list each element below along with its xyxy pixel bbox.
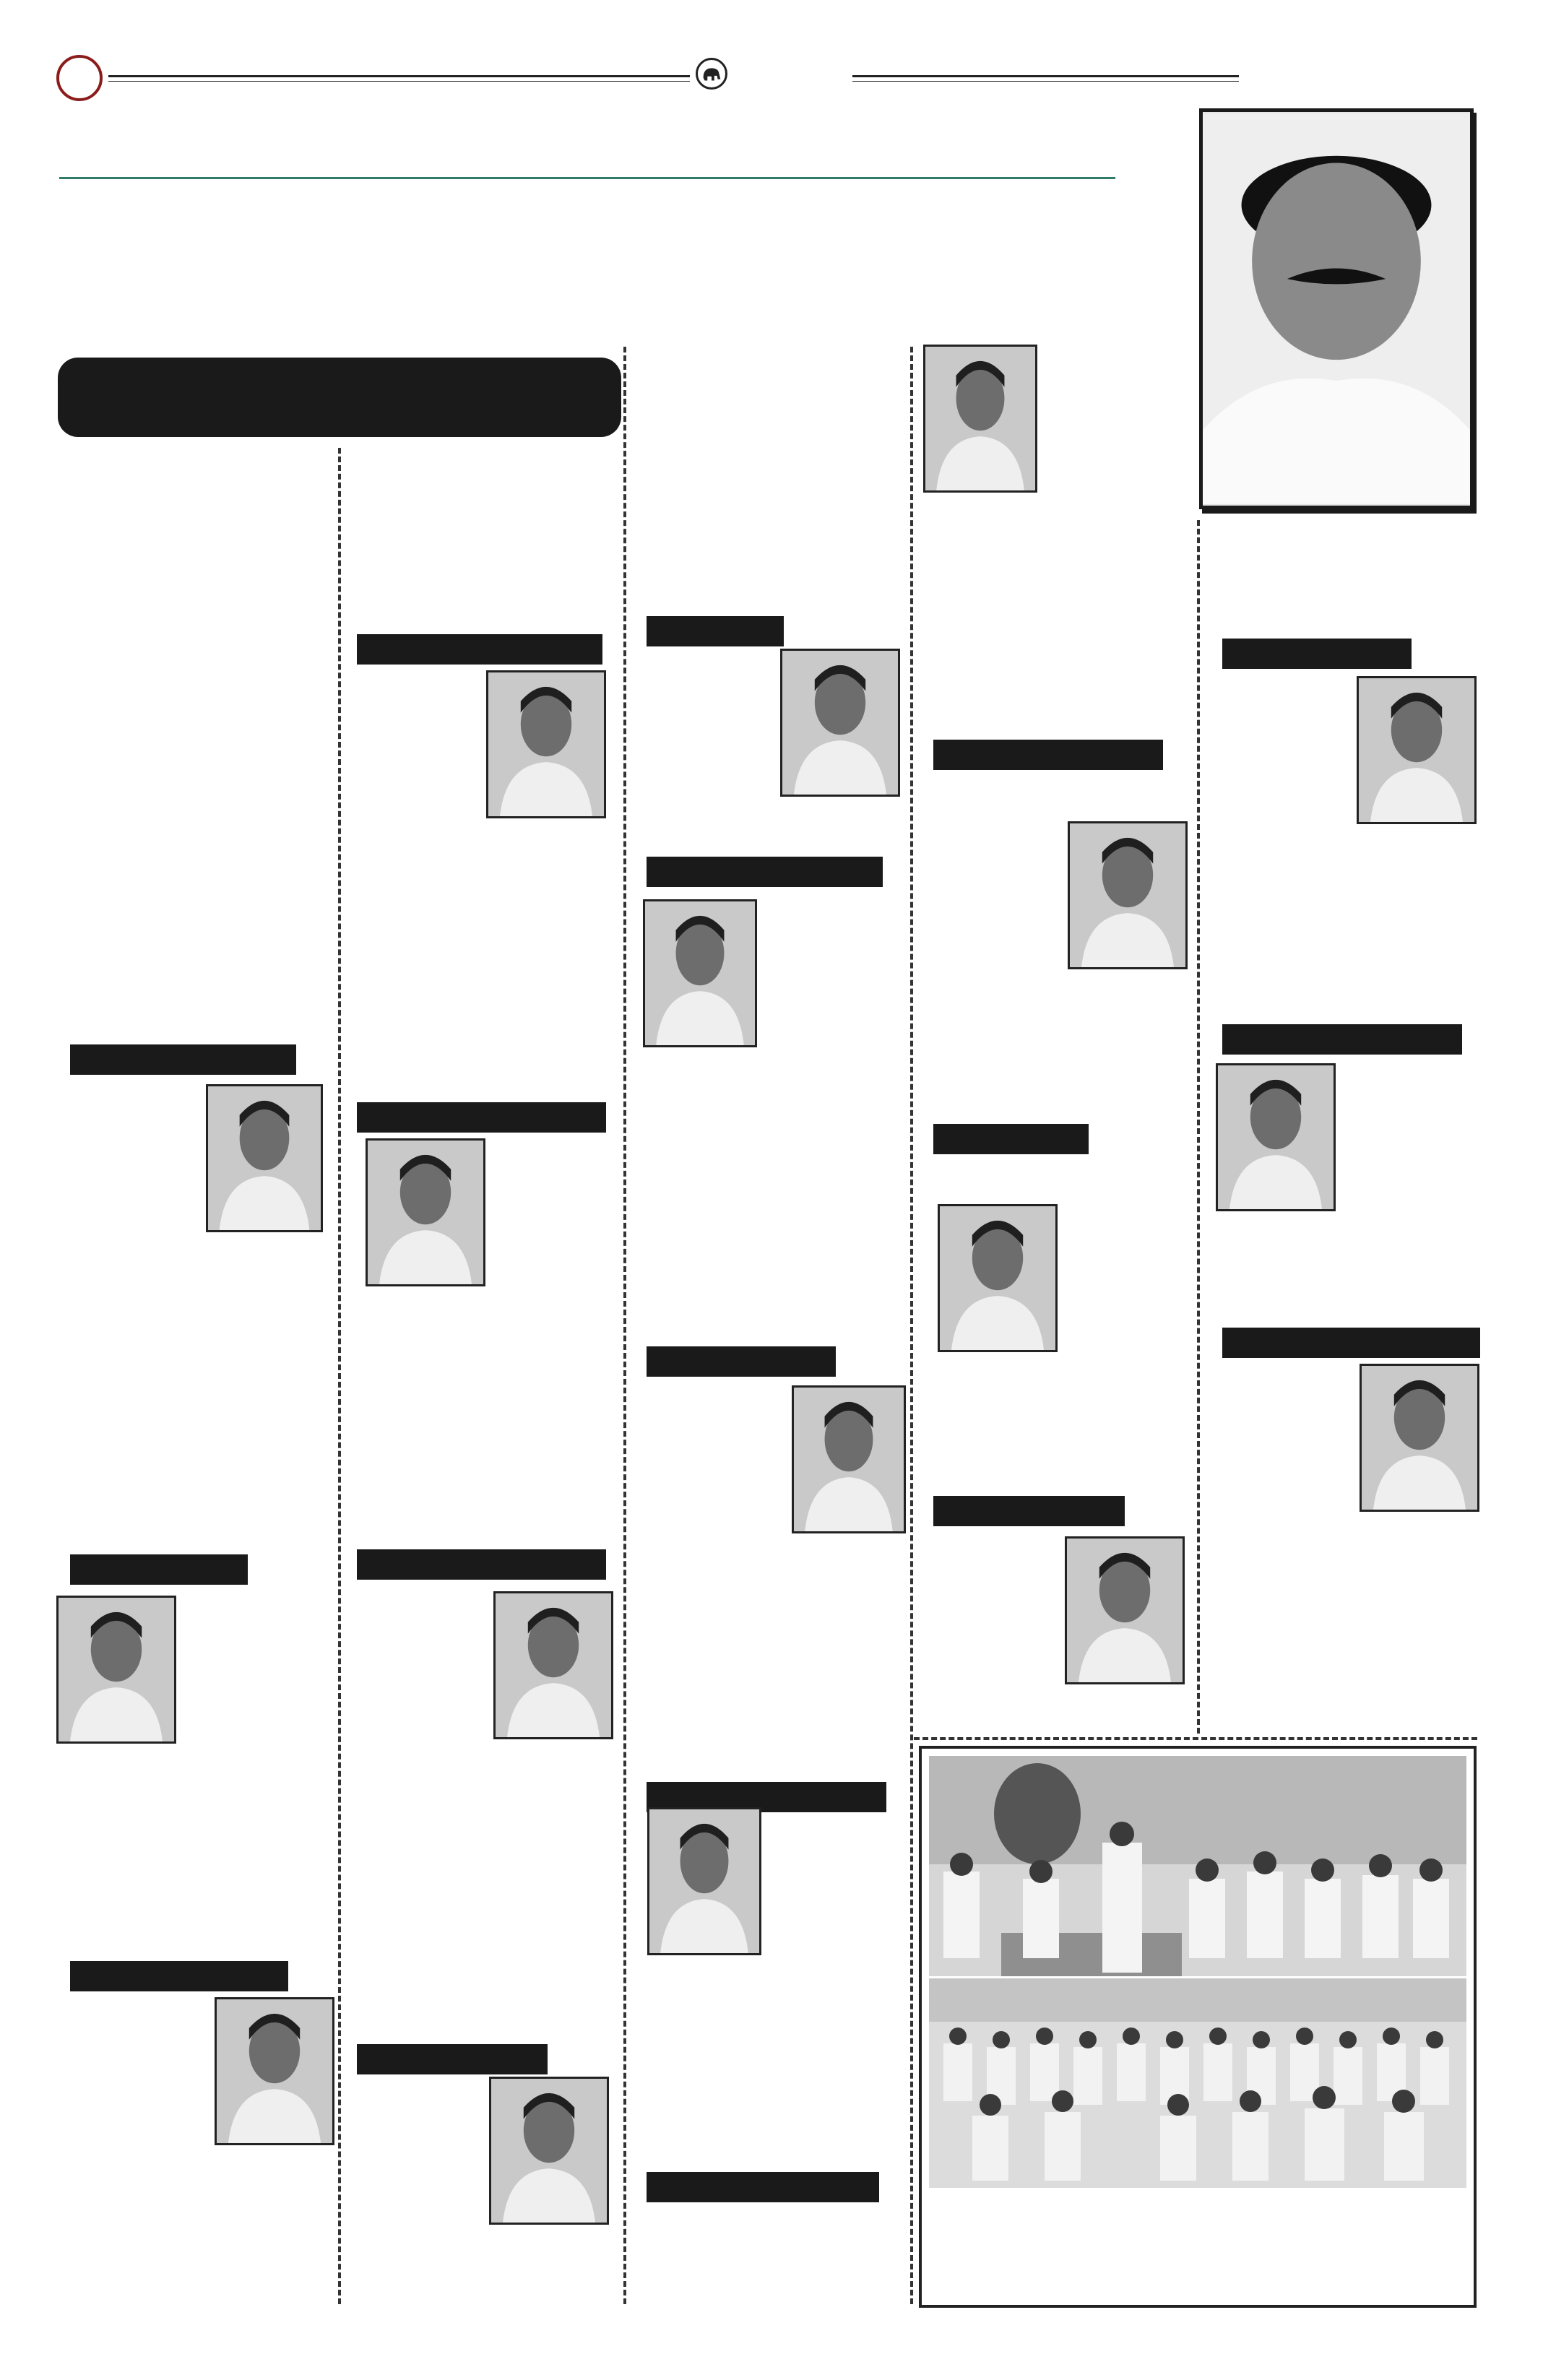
name-bar	[647, 2172, 879, 2202]
header-rule-left-thin	[108, 81, 690, 82]
obituary-photo	[56, 1596, 176, 1744]
obituary-photo	[792, 1385, 906, 1533]
name-bar	[357, 2044, 548, 2074]
portrait-icon	[59, 1598, 174, 1741]
portrait-icon	[782, 651, 898, 795]
portrait-icon	[368, 1141, 483, 1284]
obituary-photo	[1360, 1364, 1479, 1512]
portrait-icon	[940, 1206, 1055, 1350]
name-bar	[357, 1549, 606, 1580]
portrait-icon	[208, 1086, 321, 1230]
portrait-icon	[925, 347, 1035, 490]
obituary-photo	[489, 2077, 609, 2225]
elephant-emblem-icon	[696, 58, 727, 90]
obituary-photo	[643, 899, 757, 1047]
lead-portrait-frame	[1199, 108, 1474, 509]
column-divider-4	[1197, 520, 1200, 1734]
obituary-photo	[1068, 821, 1188, 969]
obituary-photo	[923, 345, 1037, 493]
name-bar	[933, 1496, 1125, 1526]
obituary-photo	[215, 1997, 334, 2145]
event-photo-box	[919, 1746, 1477, 2308]
obituary-photo	[1065, 1536, 1185, 1684]
portrait-icon	[217, 1999, 332, 2143]
name-bar	[70, 1961, 288, 1991]
portrait-icon	[794, 1388, 904, 1531]
column-divider-1	[338, 448, 341, 2304]
header-rule-left	[108, 75, 690, 77]
name-bar	[1222, 1024, 1462, 1055]
portrait-icon	[496, 1593, 611, 1737]
header-rule-right-thin	[852, 81, 1239, 82]
name-bar	[647, 857, 883, 887]
page-number-circle	[56, 55, 103, 101]
obituary-photo	[938, 1204, 1058, 1352]
obituary-photo	[1216, 1063, 1336, 1211]
portrait-icon	[491, 2079, 607, 2223]
name-bar	[647, 1346, 836, 1377]
name-bar	[933, 740, 1163, 770]
portrait-icon	[1218, 1065, 1334, 1209]
portrait-icon	[488, 672, 604, 816]
header-rule-right	[852, 75, 1239, 77]
obituary-photo	[486, 670, 606, 818]
column-divider-3	[910, 347, 913, 2304]
obituary-photo	[366, 1138, 485, 1286]
section-rule	[59, 177, 1115, 179]
name-bar	[1222, 1328, 1480, 1358]
audience-photo-icon	[929, 1978, 1466, 2188]
portrait-icon	[1067, 1539, 1183, 1682]
obituary-photo	[493, 1591, 613, 1739]
portrait-icon	[1362, 1366, 1477, 1510]
portrait-icon	[1070, 823, 1185, 967]
name-bar	[1222, 639, 1412, 669]
portrait-icon	[1203, 112, 1470, 506]
name-bar	[357, 1102, 606, 1133]
name-bar	[933, 1124, 1089, 1154]
column-divider-2	[623, 347, 626, 2304]
portrait-icon	[645, 901, 755, 1045]
obituary-photo	[647, 1807, 761, 1955]
name-bar	[357, 634, 602, 665]
meeting-stage-photo-icon	[929, 1756, 1466, 1976]
box-divider	[914, 1737, 1477, 1740]
obituary-photo	[780, 649, 900, 797]
portrait-icon	[649, 1809, 759, 1953]
name-bar	[70, 1554, 248, 1585]
section-heading-banner	[58, 358, 621, 437]
portrait-icon	[1359, 678, 1474, 822]
name-bar	[70, 1044, 296, 1075]
name-bar	[647, 616, 784, 646]
obituary-photo	[206, 1084, 323, 1232]
obituary-photo	[1357, 676, 1477, 824]
